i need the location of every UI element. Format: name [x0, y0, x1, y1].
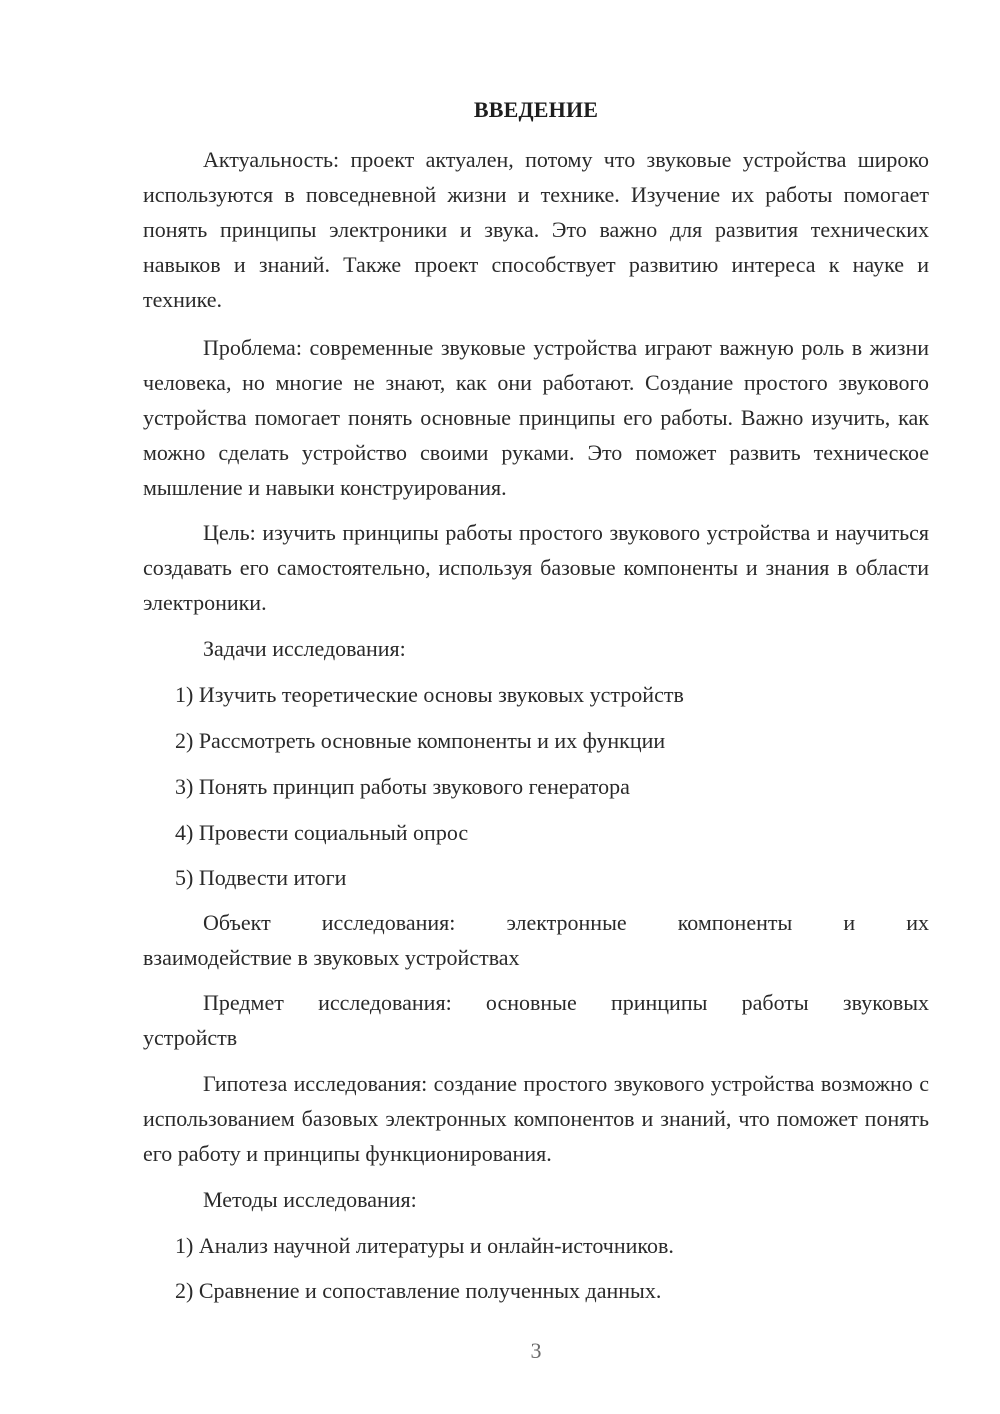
- object-line-1-text: Объект исследования: электронные компоненты и их: [203, 910, 929, 935]
- subject-line-1: [143, 985, 929, 1020]
- page-number: 3: [530, 1338, 542, 1363]
- method-item-1: 1) Анализ научной литературы и онлайн-источников.: [175, 1233, 674, 1258]
- subject-line-1-text: Предмет исследования: основные принципы работы звуковых: [203, 990, 929, 1015]
- section-heading: ВВЕДЕНИЕ: [473, 97, 599, 122]
- hypothesis-paragraph: Гипотеза исследования: создание простого звукового устройства возможно с использованием базовых электронных компонентов и знаний, что поможет понять его работу и принципы функционирования.: [143, 1071, 929, 1166]
- goal-paragraph: Цель: изучить принципы работы простого звукового устройства и научиться создавать его самостоятельно, используя базовые компоненты и знания в области электроники.: [143, 520, 929, 615]
- task-item-5: 5) Подвести итоги: [175, 865, 347, 890]
- task-item-3: 3) Понять принцип работы звукового генератора: [175, 774, 630, 799]
- task-item-4: 4) Провести социальный опрос: [175, 820, 469, 845]
- relevance-paragraph: Актуальность: проект актуален, потому что звуковые устройства широко используются в повседневной жизни и технике. Изучение их работы помогает понять принципы электроники и звука. Это важно для развития технических навыков и знаний. Также проект способствует развитию интереса к науке и технике.: [143, 147, 929, 312]
- tasks-title: Задачи исследования:: [203, 636, 406, 661]
- object-line-2: взаимодействие в звуковых устройствах: [143, 945, 520, 970]
- problem-paragraph: Проблема: современные звуковые устройства играют важную роль в жизни человека, но многие не знают, как они работают. Создание простого звукового устройства помогает понять основные принципы его работы. Важно изучить, как можно сделать устройство своими руками. Это поможет развить техническое мышление и навыки конструирования.: [143, 335, 929, 500]
- task-item-1: 1) Изучить теоретические основы звуковых устройств: [175, 682, 684, 707]
- task-item-2: 2) Рассмотреть основные компоненты и их функции: [175, 728, 666, 753]
- methods-title: Методы исследования:: [203, 1187, 417, 1212]
- method-item-2: 2) Сравнение и сопоставление полученных данных.: [175, 1278, 662, 1303]
- object-line-1: [143, 905, 929, 940]
- subject-line-2: устройств: [143, 1025, 238, 1050]
